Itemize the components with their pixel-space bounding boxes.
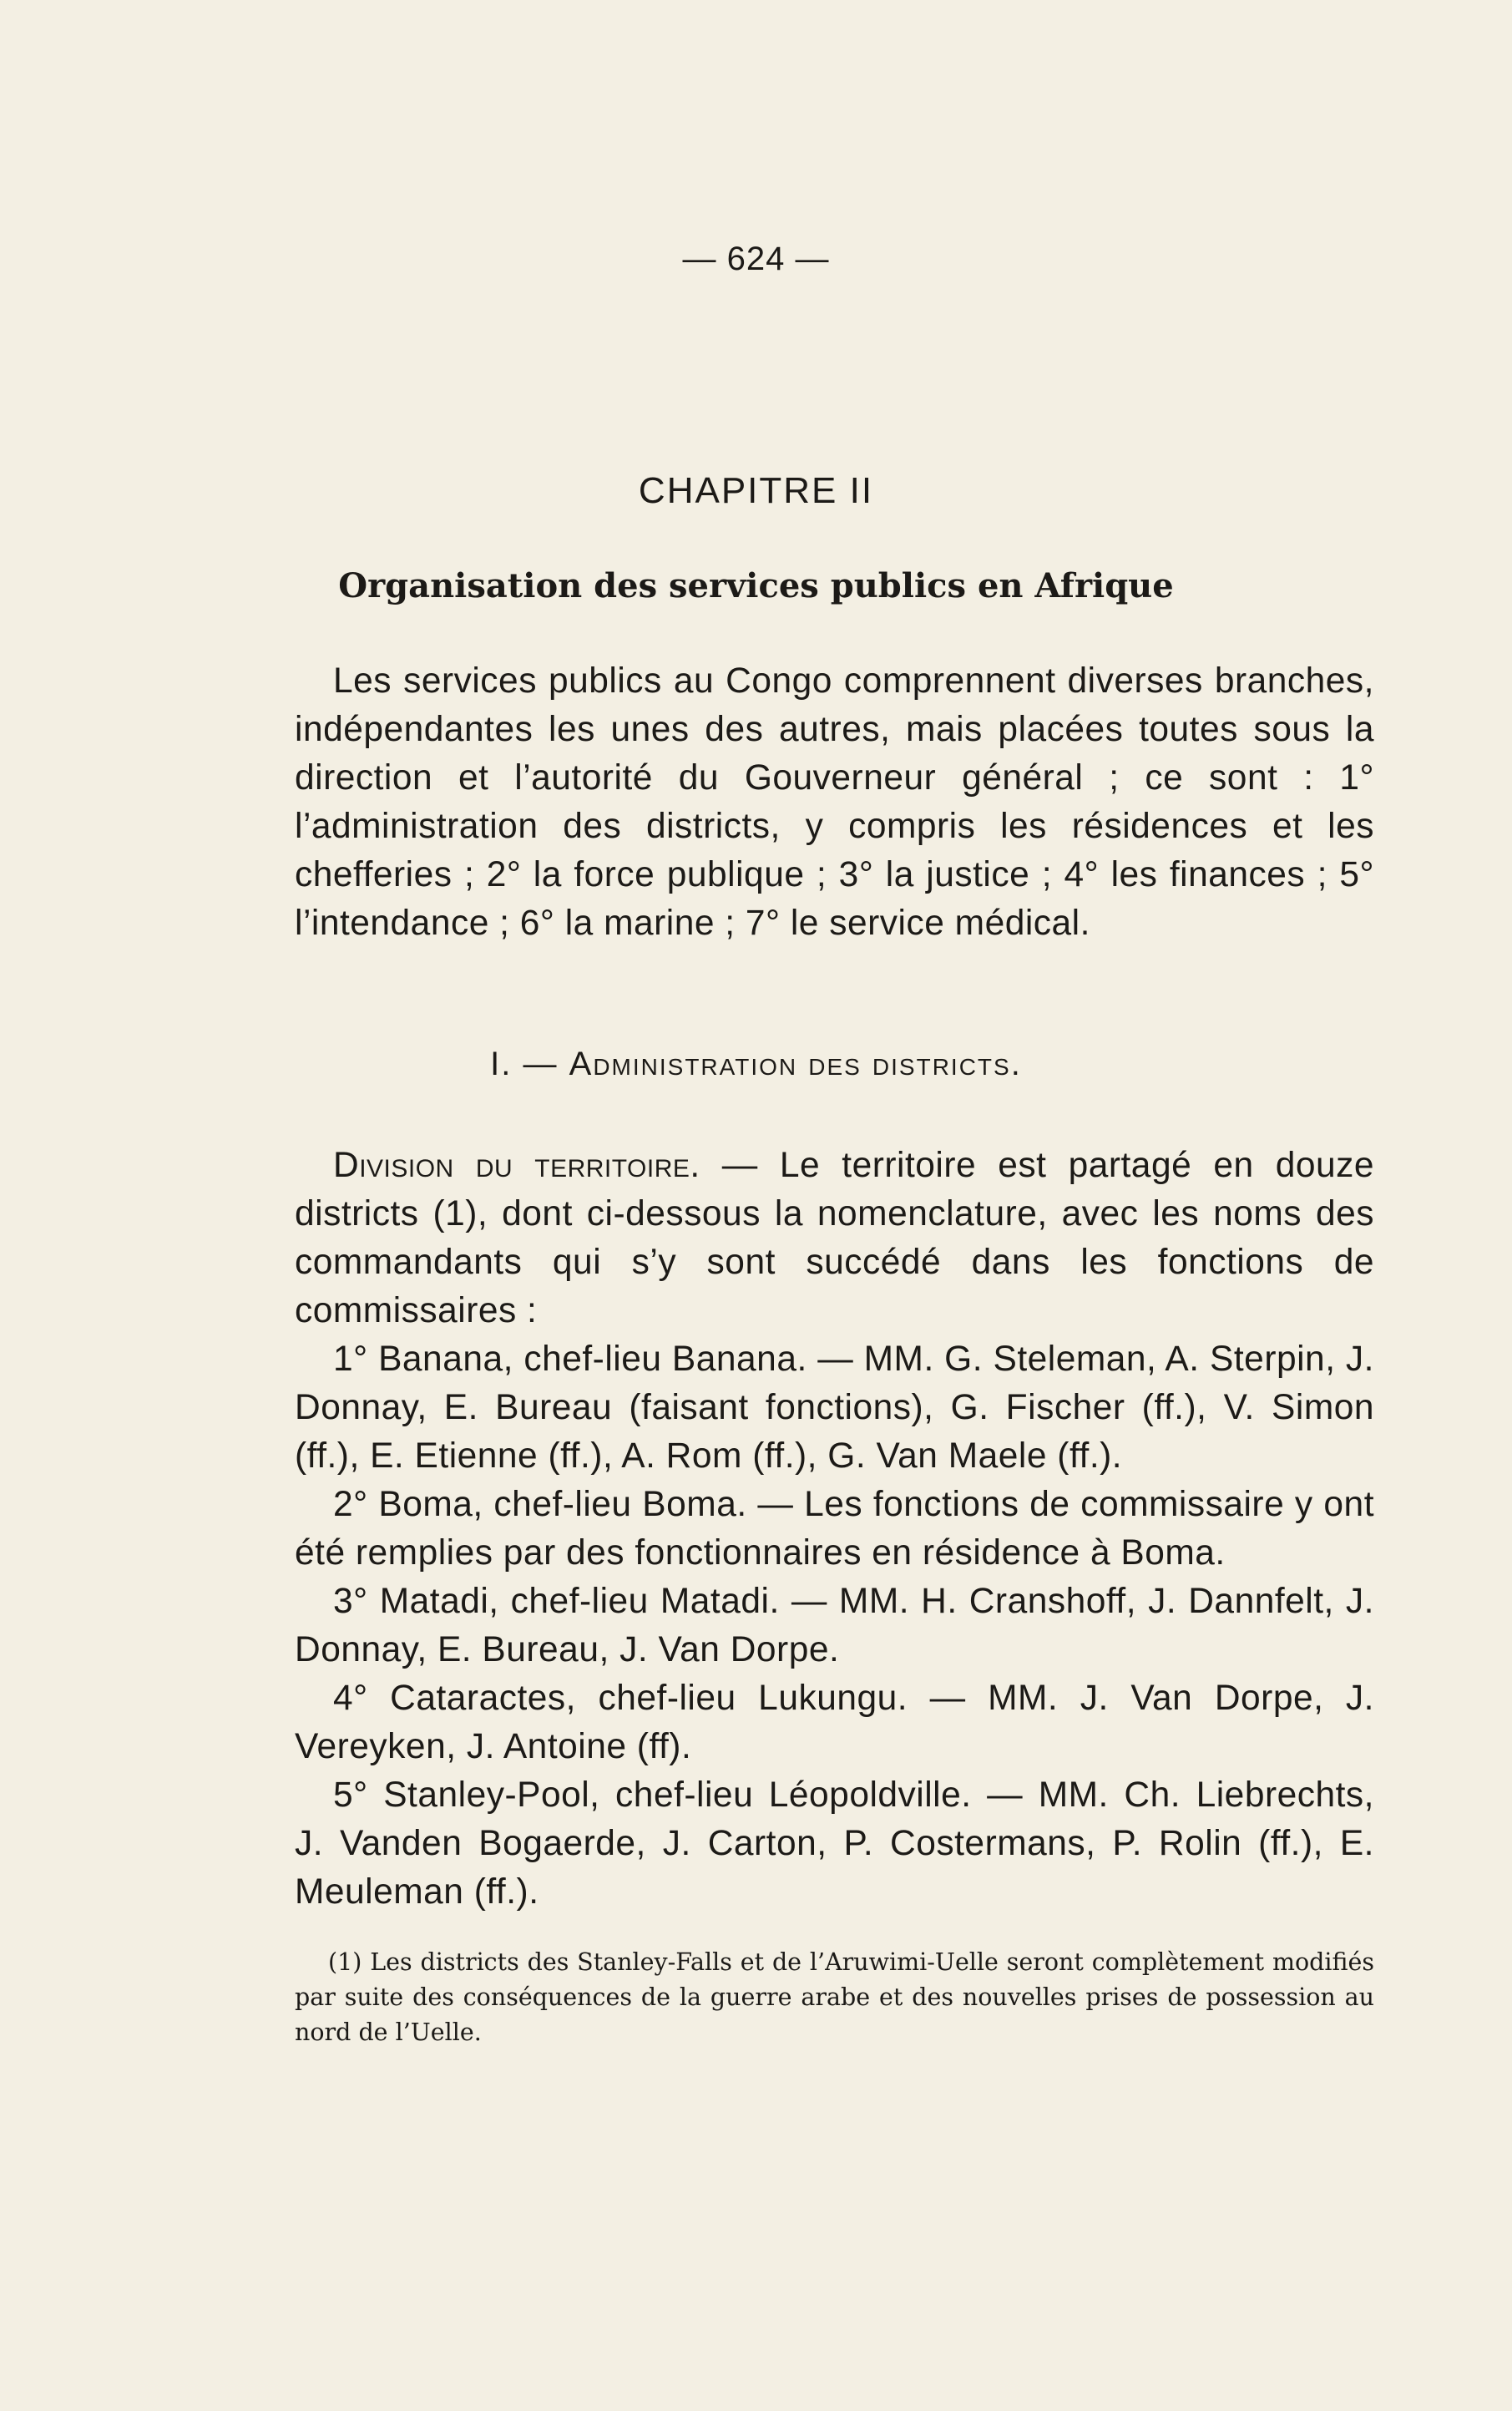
division-paragraph bbox=[295, 1142, 1374, 1335]
footnote: (1) Les districts des Stanley-Falls et de l’Aruwimi-Uelle seront complètement modifiés par suite des conséquences de la guerre arabe et des nouvelles prises de possession au nord de l’Uelle. bbox=[295, 1948, 1374, 2046]
district-entry-boma: 2° Boma, chef-lieu Boma. — Les fonctions de commissaire y ont été remplies par des fonctionnaires en résidence à Boma. bbox=[295, 1485, 1374, 1573]
districts-section bbox=[295, 1142, 1374, 1917]
division-label: Division du territoire. bbox=[333, 1146, 700, 1185]
section-title: Administration des districts. bbox=[569, 1046, 1022, 1082]
intro-section bbox=[295, 657, 1374, 948]
section-number: I. — bbox=[490, 1046, 559, 1082]
intro-paragraph: Les services publics au Congo comprennent diverses branches, indépendantes les unes des autres, mais placées toutes sous la direction et l’autorité du Gouverneur général ; ce sont : 1° l’administration des districts, y compris les résidences et les chefferies ; 2° la force publique ; 3° la justice ; 4° les finances ; 5° l’intendance ; 6° la marine ; 7° le service médical. bbox=[295, 661, 1374, 943]
district-entry-stanley-pool: 5° Stanley-Pool, chef-lieu Léopoldville. — MM. Ch. Liebrechts, J. Vanden Bogaerde, J. Carton, P. Costermans, P. Rolin (ff.), E. Meuleman (ff.). bbox=[295, 1775, 1374, 1912]
district-entry-matadi: 3° Matadi, chef-lieu Matadi. — MM. H. Cranshoff, J. Dannfelt, J. Donnay, E. Bureau, J. Van Dorpe. bbox=[295, 1582, 1374, 1669]
division-text: — Le territoire est partagé en douze districts (1), dont ci-dessous la nomenclature, avec les noms des commandants qui s’y sont succédé dans les fonctions de commissaires : bbox=[295, 1146, 1374, 1330]
page-number: — 624 — bbox=[682, 241, 830, 277]
district-entry-banana: 1° Banana, chef-lieu Banana. — MM. G. Steleman, A. Sterpin, J. Donnay, E. Bureau (faisant fonctions), G. Fischer (ff.), V. Simon (ff.), E. Etienne (ff.), A. Rom (ff.), G. Van Maele (ff.). bbox=[295, 1340, 1374, 1476]
chapter-title: CHAPITRE II bbox=[638, 470, 874, 511]
district-entry-cataractes: 4° Cataractes, chef-lieu Lukungu. — MM. J. Van Dorpe, J. Vereyken, J. Antoine (ff). bbox=[295, 1679, 1374, 1766]
chapter-subtitle: Organisation des services publics en Afrique bbox=[338, 566, 1174, 605]
section-heading bbox=[0, 1046, 1512, 1083]
